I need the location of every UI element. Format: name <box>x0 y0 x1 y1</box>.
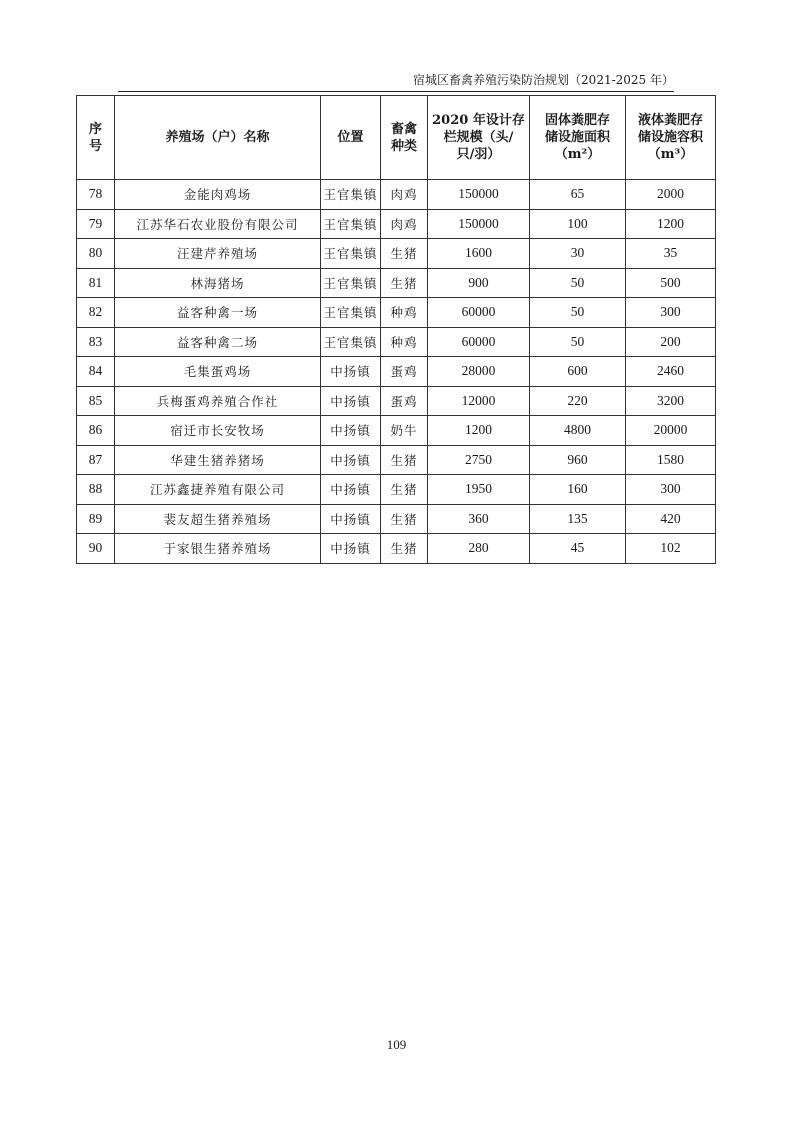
cell-design-scale: 360 <box>428 504 530 534</box>
cell-location: 中扬镇 <box>321 534 381 564</box>
table-row <box>77 416 716 446</box>
cell-row-index: 83 <box>77 327 115 357</box>
cell-livestock-type: 种鸡 <box>381 327 428 357</box>
cell-solid-storage-area: 220 <box>530 386 626 416</box>
cell-solid-storage-area: 30 <box>530 239 626 269</box>
cell-liquid-storage-volume: 102 <box>626 534 716 564</box>
table-row <box>77 180 716 210</box>
cell-location: 王官集镇 <box>321 268 381 298</box>
cell-liquid-storage-volume: 200 <box>626 327 716 357</box>
cell-liquid-storage-volume: 2000 <box>626 180 716 210</box>
cell-location: 中扬镇 <box>321 475 381 505</box>
table-row <box>77 327 716 357</box>
cell-liquid-storage-volume: 500 <box>626 268 716 298</box>
cell-location: 王官集镇 <box>321 209 381 239</box>
cell-design-scale: 1200 <box>428 416 530 446</box>
cell-livestock-type: 种鸡 <box>381 298 428 328</box>
table-row <box>77 386 716 416</box>
cell-row-index: 85 <box>77 386 115 416</box>
cell-solid-storage-area: 50 <box>530 268 626 298</box>
cell-solid-storage-area: 50 <box>530 327 626 357</box>
cell-row-index: 79 <box>77 209 115 239</box>
cell-liquid-storage-volume: 3200 <box>626 386 716 416</box>
col-header-location: 位置 <box>321 96 381 180</box>
table-row <box>77 475 716 505</box>
cell-livestock-type: 肉鸡 <box>381 209 428 239</box>
cell-liquid-storage-volume: 1580 <box>626 445 716 475</box>
cell-location: 中扬镇 <box>321 386 381 416</box>
cell-farm-name: 林海猪场 <box>115 268 321 298</box>
cell-liquid-storage-volume: 300 <box>626 475 716 505</box>
col-header-liquid-storage-volume: 液体粪肥存 储设施容积 （m³） <box>626 96 716 180</box>
cell-livestock-type: 生猪 <box>381 504 428 534</box>
cell-row-index: 86 <box>77 416 115 446</box>
cell-design-scale: 2750 <box>428 445 530 475</box>
cell-livestock-type: 生猪 <box>381 534 428 564</box>
cell-design-scale: 60000 <box>428 298 530 328</box>
cell-location: 王官集镇 <box>321 327 381 357</box>
page-number: 109 <box>386 1037 407 1052</box>
cell-livestock-type: 肉鸡 <box>381 180 428 210</box>
table-row <box>77 268 716 298</box>
cell-livestock-type: 生猪 <box>381 475 428 505</box>
cell-row-index: 90 <box>77 534 115 564</box>
cell-farm-name: 毛集蛋鸡场 <box>115 357 321 387</box>
cell-design-scale: 150000 <box>428 180 530 210</box>
col-header-livestock-type: 畜禽 种类 <box>381 96 428 180</box>
cell-farm-name: 于家银生猪养殖场 <box>115 534 321 564</box>
cell-location: 王官集镇 <box>321 239 381 269</box>
header-rule <box>118 91 674 92</box>
cell-location: 中扬镇 <box>321 357 381 387</box>
cell-location: 中扬镇 <box>321 416 381 446</box>
cell-livestock-type: 生猪 <box>381 445 428 475</box>
cell-farm-name: 江苏鑫捷养殖有限公司 <box>115 475 321 505</box>
col-header-farm-name: 养殖场（户）名称 <box>115 96 321 180</box>
cell-liquid-storage-volume: 300 <box>626 298 716 328</box>
cell-design-scale: 150000 <box>428 209 530 239</box>
cell-design-scale: 900 <box>428 268 530 298</box>
cell-liquid-storage-volume: 35 <box>626 239 716 269</box>
cell-livestock-type: 生猪 <box>381 268 428 298</box>
cell-solid-storage-area: 160 <box>530 475 626 505</box>
table-row <box>77 298 716 328</box>
table-row <box>77 357 716 387</box>
cell-location: 中扬镇 <box>321 504 381 534</box>
cell-row-index: 82 <box>77 298 115 328</box>
cell-location: 王官集镇 <box>321 180 381 210</box>
cell-design-scale: 280 <box>428 534 530 564</box>
cell-solid-storage-area: 960 <box>530 445 626 475</box>
table-header-row <box>77 96 716 180</box>
cell-location: 王官集镇 <box>321 298 381 328</box>
cell-farm-name: 华建生猪养猪场 <box>115 445 321 475</box>
cell-row-index: 87 <box>77 445 115 475</box>
cell-solid-storage-area: 135 <box>530 504 626 534</box>
cell-design-scale: 1950 <box>428 475 530 505</box>
farm-table <box>76 95 716 564</box>
cell-location: 中扬镇 <box>321 445 381 475</box>
cell-farm-name: 兵梅蛋鸡养殖合作社 <box>115 386 321 416</box>
cell-liquid-storage-volume: 1200 <box>626 209 716 239</box>
cell-livestock-type: 蛋鸡 <box>381 357 428 387</box>
cell-farm-name: 汪建芹养殖场 <box>115 239 321 269</box>
cell-row-index: 80 <box>77 239 115 269</box>
cell-liquid-storage-volume: 420 <box>626 504 716 534</box>
cell-solid-storage-area: 4800 <box>530 416 626 446</box>
cell-livestock-type: 蛋鸡 <box>381 386 428 416</box>
cell-solid-storage-area: 45 <box>530 534 626 564</box>
col-header-solid-storage-area: 固体粪肥存 储设施面积 （m²） <box>530 96 626 180</box>
table-row <box>77 209 716 239</box>
table-row <box>77 534 716 564</box>
cell-liquid-storage-volume: 20000 <box>626 416 716 446</box>
cell-farm-name: 宿迁市长安牧场 <box>115 416 321 446</box>
cell-solid-storage-area: 50 <box>530 298 626 328</box>
cell-farm-name: 金能肉鸡场 <box>115 180 321 210</box>
cell-farm-name: 益客种禽二场 <box>115 327 321 357</box>
cell-row-index: 84 <box>77 357 115 387</box>
cell-solid-storage-area: 600 <box>530 357 626 387</box>
cell-design-scale: 60000 <box>428 327 530 357</box>
cell-livestock-type: 奶牛 <box>381 416 428 446</box>
cell-livestock-type: 生猪 <box>381 239 428 269</box>
cell-row-index: 81 <box>77 268 115 298</box>
cell-solid-storage-area: 65 <box>530 180 626 210</box>
col-header-design-scale: 2020 年设计存 栏规模（头/ 只/羽） <box>428 96 530 180</box>
cell-farm-name: 裴友超生猪养殖场 <box>115 504 321 534</box>
cell-design-scale: 28000 <box>428 357 530 387</box>
table-row <box>77 504 716 534</box>
cell-farm-name: 江苏华石农业股份有限公司 <box>115 209 321 239</box>
cell-row-index: 88 <box>77 475 115 505</box>
col-header-index: 序 号 <box>77 96 115 180</box>
cell-row-index: 78 <box>77 180 115 210</box>
cell-farm-name: 益客种禽一场 <box>115 298 321 328</box>
cell-design-scale: 1600 <box>428 239 530 269</box>
running-header: 宿城区畜禽养殖污染防治规划（2021-2025 年） <box>413 73 674 87</box>
table-row <box>77 445 716 475</box>
cell-liquid-storage-volume: 2460 <box>626 357 716 387</box>
cell-solid-storage-area: 100 <box>530 209 626 239</box>
cell-row-index: 89 <box>77 504 115 534</box>
table-row <box>77 239 716 269</box>
cell-design-scale: 12000 <box>428 386 530 416</box>
